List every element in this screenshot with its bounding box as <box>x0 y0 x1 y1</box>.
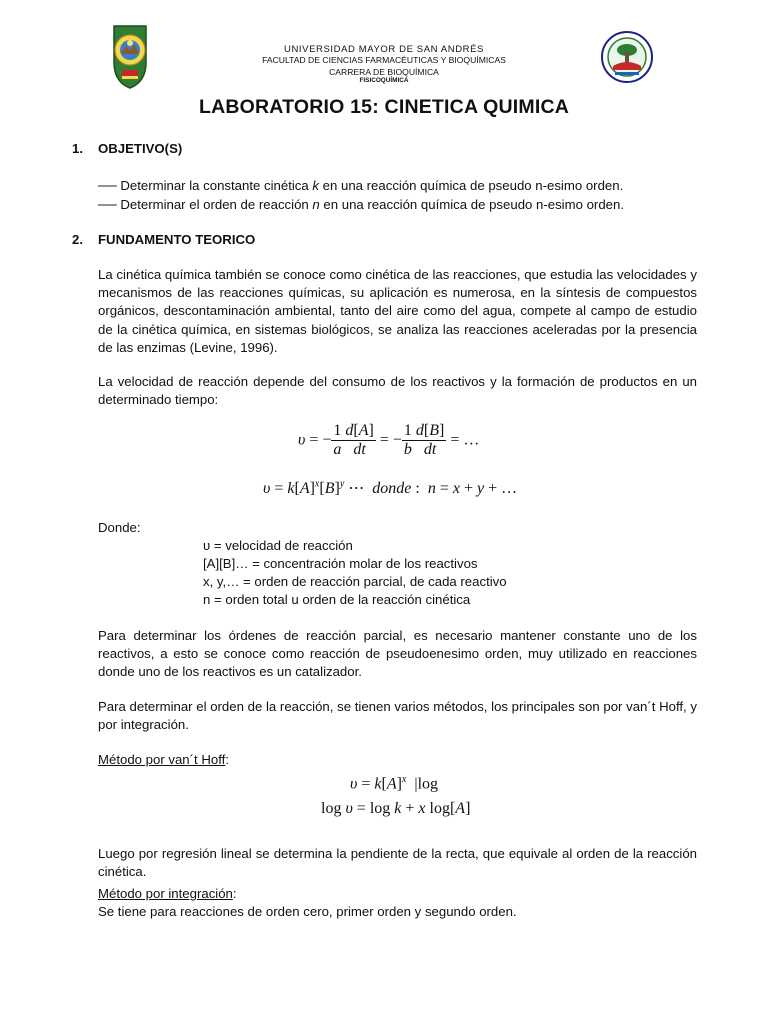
university-seal-logo <box>108 22 152 90</box>
section-1-number: 1. <box>72 141 83 156</box>
section-2-heading: FUNDAMENTO TEORICO <box>98 232 256 247</box>
section-2-number: 2. <box>72 232 83 247</box>
university-name: UNIVERSIDAD MAYOR DE SAN ANDRÉS <box>283 44 484 55</box>
definition-total-order: n = orden total u orden de la reacción cinética <box>203 592 471 607</box>
faculty-name: FACULTAD DE CIENCIAS FARMACÉUTICAS Y BIOQUÍMICAS <box>262 55 506 65</box>
vant-hoff-log-equation: log υ = log k + x log[A] <box>321 800 471 817</box>
rate-definition-equation: υ = − $\frac{1}{a}$ $\frac{d[A]}{dt}$ = − $\frac{1}{b}$ $\frac{d[B]}{dt}$ = … <box>298 422 480 459</box>
paragraph-linear-regression: Luego por regresión lineal se determina la pendiente de la recta, que equivale al orden de la reacción cinética. <box>98 846 697 880</box>
donde-label: Donde: <box>98 520 141 535</box>
bioquimica-faculty-logo <box>600 30 654 84</box>
page-title: LABORATORIO 15: CINETICA QUIMICA <box>198 96 570 118</box>
objective-1: ── Determinar la constante cinética k en una reacción química de pseudo n-esimo orden. <box>98 178 624 193</box>
objective-2: ── Determinar el orden de reacción n en una reacción química de pseudo n-esimo orden. <box>98 197 624 212</box>
definition-concentration: [A][B]… = concentración molar de los reactivos <box>203 556 478 571</box>
rate-law-equation: $\upsilon = k[A]^x[B]^y$ ⋯ donde : n = x + y + … <box>263 478 518 497</box>
section-1-heading: OBJETIVO(S) <box>98 141 183 156</box>
method-integration-label: Método por integración: <box>98 886 237 901</box>
subject-name: FISICOQUÍMICA <box>359 77 409 84</box>
paragraph-methods: Para determinar el orden de la reacción, se tienen varios métodos, los principales son por van´t Hoff, y por integración. <box>98 699 697 733</box>
career-name: CARRERA DE BIOQUÍMICA <box>329 67 439 77</box>
paragraph-reaction-rate: La velocidad de reacción depende del consumo de los reactivos y la formación de productos en un determinado tiempo: <box>98 374 697 408</box>
paragraph-integration: Se tiene para reacciones de orden cero, primer orden y segundo orden. <box>98 904 517 919</box>
definition-partial-order: x, y,… = orden de reacción parcial, de cada reactivo <box>203 574 507 589</box>
paragraph-kinetics-intro: La cinética química también se conoce como cinética de las reacciones, que estudia las velocidades y mecanismos de las reacciones químicas, su aplicación es numerosa, en la síntesis de compuestos orgánicos, descontaminación ambiental, tanto del aire como del agua, compete al campo de estudio de la cinética química, en sistemas biológicos, se analiza las reacciones aceleradas por la presencia de las enzimas (Levine, 1996). <box>98 267 697 355</box>
method-vant-hoff-label: Método por van´t Hoff: <box>98 752 229 767</box>
paragraph-pseudo-order: Para determinar los órdenes de reacción parcial, es necesario mantener constante uno de los reactivos, a esto se conoce como reacción de pseudoenesimo orden, muy utilizado en reacciones donde uno de los reactivos es un catalizador. <box>98 628 697 680</box>
vant-hoff-equation: $\upsilon = k[A]^x$ |log <box>350 774 439 793</box>
definition-velocity: υ = velocidad de reacción <box>203 538 353 553</box>
